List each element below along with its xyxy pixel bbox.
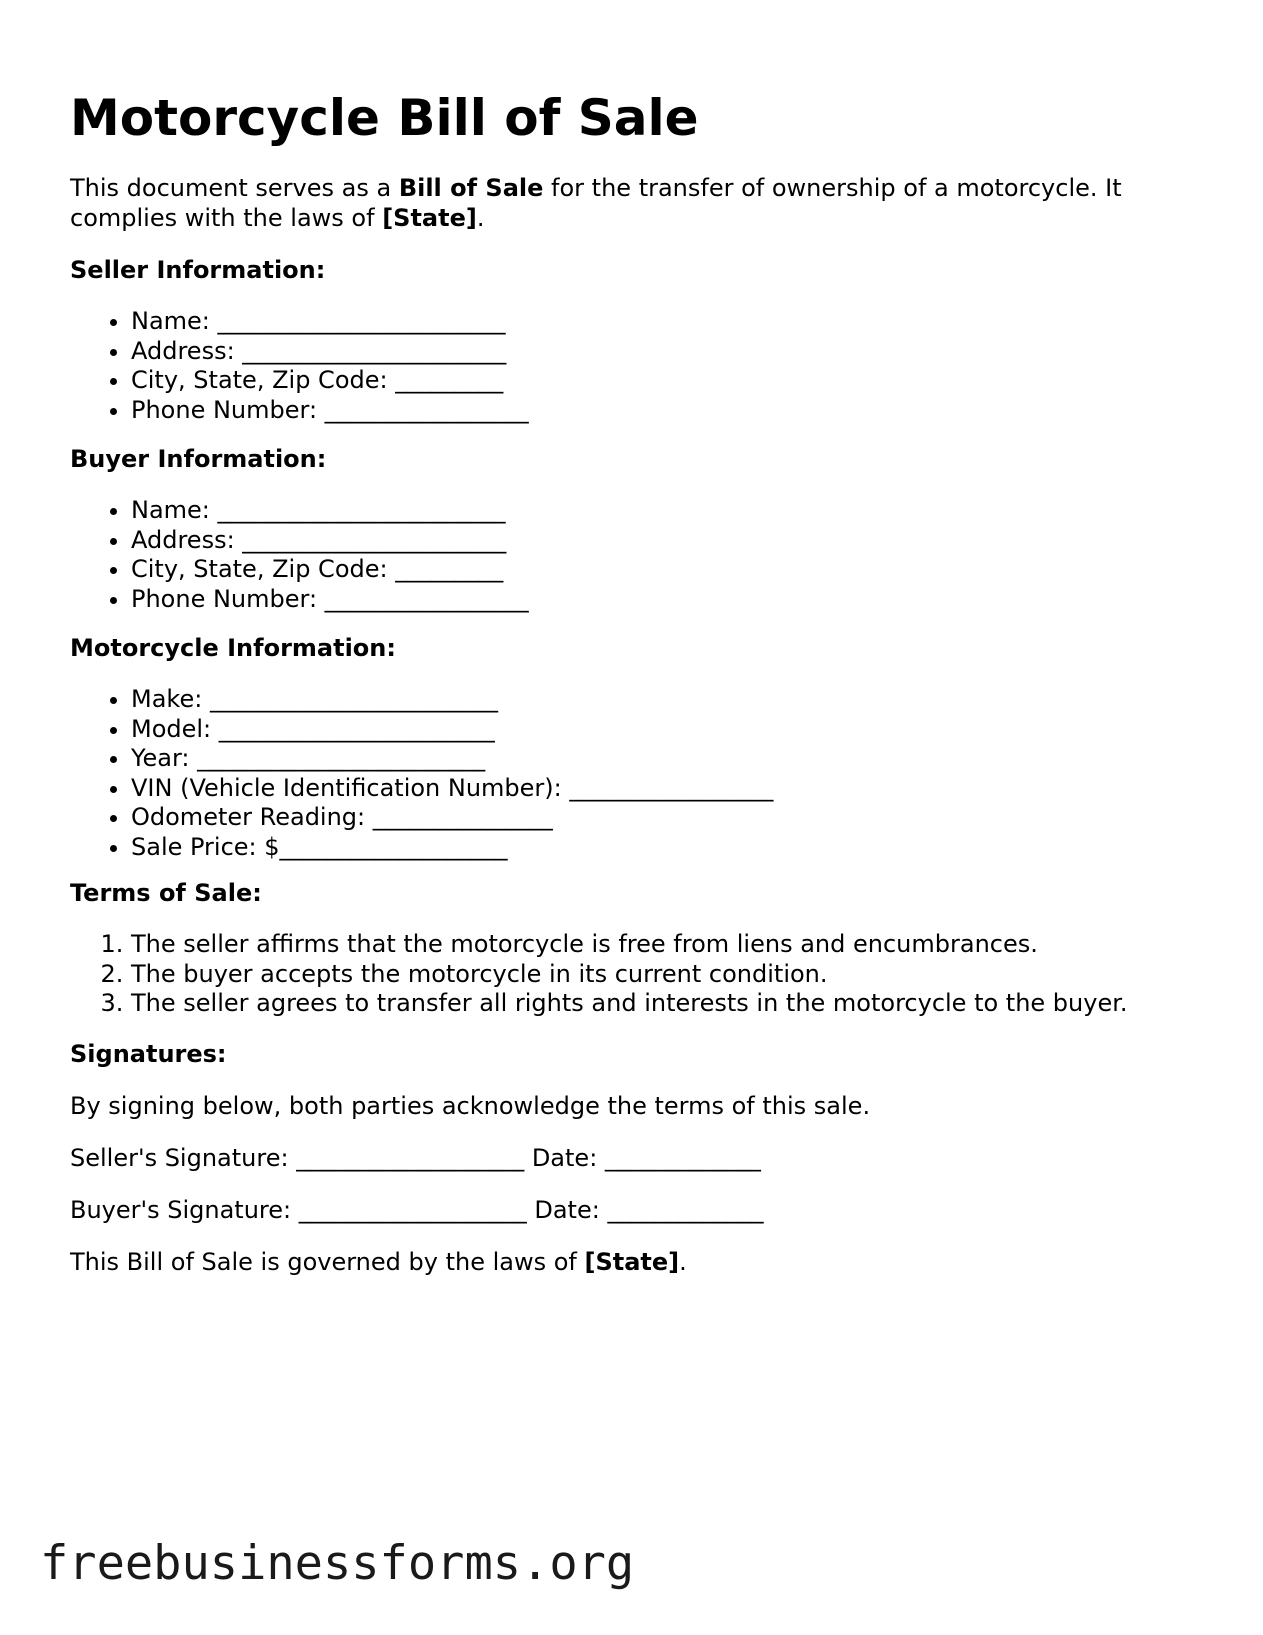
motorcycle-make-field: • Make: ________________________ xyxy=(131,685,773,715)
intro-text-3: . xyxy=(476,203,485,232)
intro-bold-bill-of-sale: Bill of Sale xyxy=(398,174,544,202)
intro-bold-state: [State] xyxy=(382,203,477,232)
intro-text-1: This document serves as a xyxy=(70,174,399,202)
terms-heading: Terms of Sale: xyxy=(70,879,262,907)
buyer-signature-line: Buyer's Signature: ___________________ Date: _____________ xyxy=(70,1196,764,1224)
motorcycle-list xyxy=(70,685,773,862)
seller-phone-field: • Phone Number: _________________ xyxy=(131,396,529,426)
terms-list xyxy=(70,930,1128,1019)
motorcycle-price-field: • Sale Price: $___________________ xyxy=(131,833,773,863)
seller-list xyxy=(70,307,529,425)
buyer-name-field: • Name: ________________________ xyxy=(131,496,529,526)
page-title: Motorcycle Bill of Sale xyxy=(70,89,699,147)
term-item: 2. The buyer accepts the motorcycle in its current condition. xyxy=(131,960,1128,990)
motorcycle-odometer-field: • Odometer Reading: _______________ xyxy=(131,803,773,833)
site-watermark: freebusinessforms.org xyxy=(40,1536,635,1591)
motorcycle-year-field: • Year: ________________________ xyxy=(131,744,773,774)
motorcycle-model-field: • Model: _______________________ xyxy=(131,715,773,745)
intro-text-2: for the transfer of ownership of a motorcycle. It complies with the laws of xyxy=(70,174,1122,232)
footer-text-1: This Bill of Sale is governed by the laws of xyxy=(70,1248,585,1276)
footer-bold-state: [State] xyxy=(584,1248,680,1276)
term-item: 3. The seller agrees to transfer all rights and interests in the motorcycle to the buyer. xyxy=(131,989,1128,1019)
term-item: 1. The seller affirms that the motorcycle is free from liens and encumbrances. xyxy=(131,930,1128,960)
motorcycle-heading: Motorcycle Information: xyxy=(70,634,396,662)
buyer-list xyxy=(70,496,529,614)
seller-address-field: • Address: ______________________ xyxy=(131,337,529,367)
buyer-address-field: • Address: ______________________ xyxy=(131,526,529,556)
governing-law-text xyxy=(70,1247,687,1277)
buyer-heading: Buyer Information: xyxy=(70,445,327,473)
buyer-phone-field: • Phone Number: _________________ xyxy=(131,585,529,615)
seller-signature-line: Seller's Signature: ___________________ Date: _____________ xyxy=(70,1144,761,1172)
seller-name-field: • Name: ________________________ xyxy=(131,307,529,337)
footer-text-2: . xyxy=(679,1248,687,1276)
acknowledge-text: By signing below, both parties acknowledge the terms of this sale. xyxy=(70,1092,871,1120)
motorcycle-vin-field: • VIN (Vehicle Identification Number): _________________ xyxy=(131,774,773,804)
seller-city-field: • City, State, Zip Code: _________ xyxy=(131,366,529,396)
seller-heading: Seller Information: xyxy=(70,256,326,284)
buyer-city-field: • City, State, Zip Code: _________ xyxy=(131,555,529,585)
signatures-heading: Signatures: xyxy=(70,1040,227,1068)
intro-paragraph xyxy=(70,174,1200,233)
